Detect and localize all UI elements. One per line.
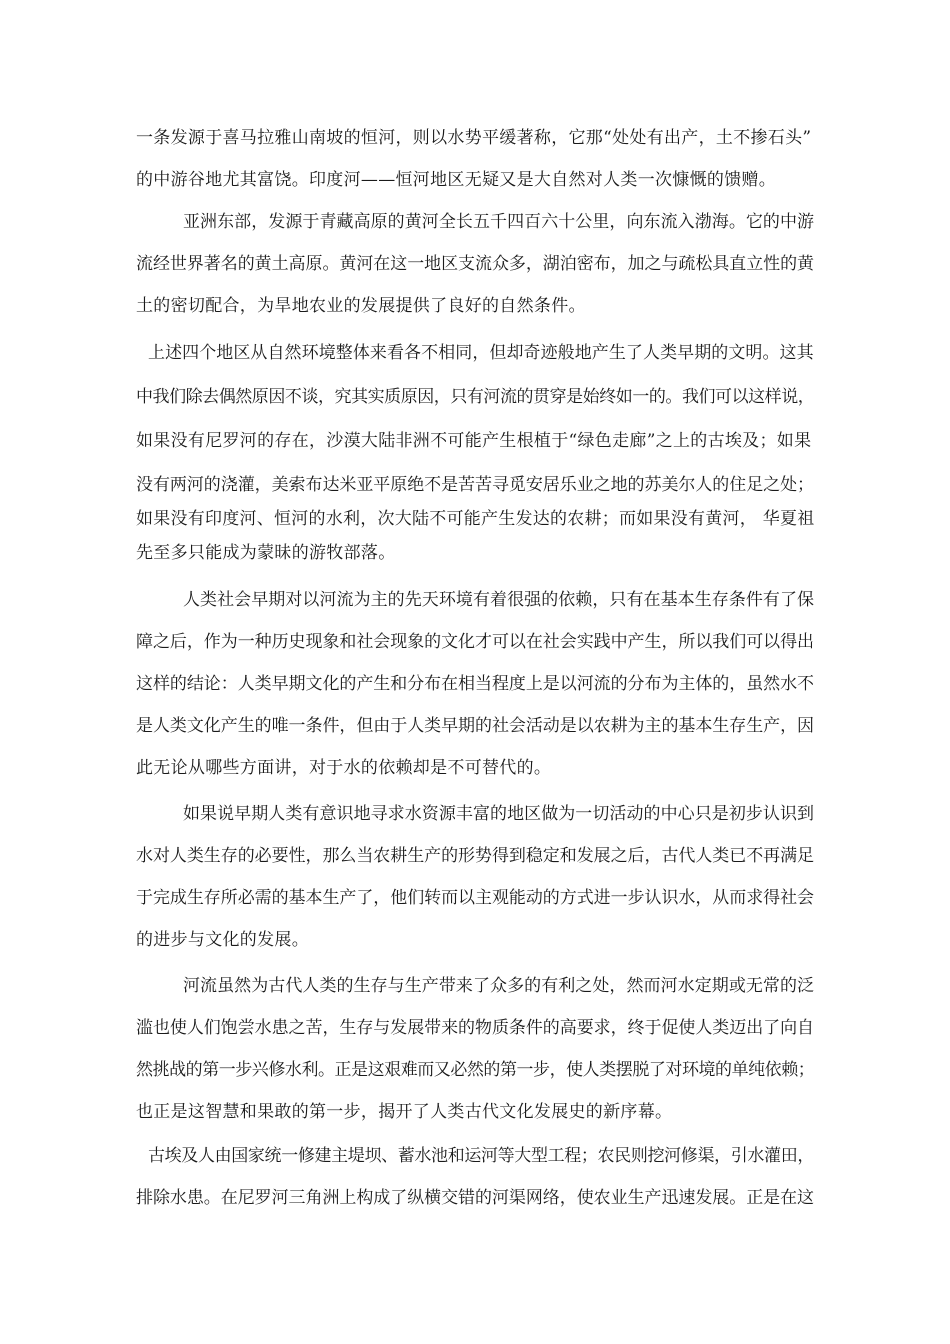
text-line: 一条发源于喜马拉雅山南坡的恒河，则以水势平缓著称，它那“处处有出产，土不掺石头” bbox=[136, 128, 812, 148]
text-line: 流经世界著名的黄土高原。黄河在这一地区支流众多，湖泊密布，加之与疏松具直立性的黄 bbox=[136, 254, 814, 274]
text-line: 排除水患。在尼罗河三角洲上构成了纵横交错的河渠网络，使农业生产迅速发展。正是在这 bbox=[136, 1188, 814, 1208]
text-line: 然挑战的第一步兴修水利。正是这艰难而又必然的第一步，使人类摆脱了对环境的单纯依赖； bbox=[136, 1060, 815, 1080]
text-line: 的进步与文化的发展。 bbox=[136, 930, 309, 950]
text-line: 如果没有印度河、恒河的水利，次大陆不可能产生发达的农耕；而如果没有黄河， 华夏祖 bbox=[136, 509, 815, 529]
text-line: 如果没有尼罗河的存在，沙漠大陆非洲不可能产生根植于“绿色走廊”之上的古埃及；如果 bbox=[136, 431, 812, 451]
text-line: 土的密切配合，为旱地农业的发展提供了良好的自然条件。 bbox=[136, 296, 586, 316]
text-line: 先至多只能成为蒙昧的游牧部落。 bbox=[136, 543, 396, 563]
text-line: 障之后，作为一种历史现象和社会现象的文化才可以在社会实践中产生，所以我们可以得出 bbox=[136, 632, 814, 652]
text-line: 水对人类生存的必要性，那么当农耕生产的形势得到稳定和发展之后，古代人类已不再满足 bbox=[136, 846, 814, 866]
text-line: 古埃及人由国家统一修建主堤坝、蓄水池和运河等大型工程；农民则挖河修渠，引水灌田， bbox=[148, 1146, 814, 1166]
text-line: 于完成生存所必需的基本生产了，他们转而以主观能动的方式进一步认识水，从而求得社会 bbox=[136, 888, 814, 908]
text-line: 如果说早期人类有意识地寻求水资源丰富的地区做为一切活动的中心只是初步认识到 bbox=[183, 804, 815, 824]
text-line: 亚洲东部，发源于青藏高原的黄河全长五千四百六十公里，向东流入渤海。它的中游 bbox=[183, 212, 815, 232]
text-line: 的中游谷地尤其富饶。印度河——恒河地区无疑又是大自然对人类一次慷慨的馈赠。 bbox=[136, 170, 777, 190]
text-line: 此无论从哪些方面讲，对于水的依赖却是不可替代的。 bbox=[136, 758, 552, 778]
text-line: 中我们除去偶然原因不谈，究其实质原因，只有河流的贯穿是始终如一的。我们可以这样说， bbox=[136, 387, 815, 407]
text-line: 人类社会早期对以河流为主的先天环境有着很强的依赖，只有在基本生存条件有了保 bbox=[183, 590, 815, 610]
text-line: 没有两河的浇灌，美索布达米亚平原绝不是苦苦寻觅安居乐业之地的苏美尔人的住足之处； bbox=[136, 475, 814, 495]
text-line: 滥也使人们饱尝水患之苦，生存与发展带来的物质条件的高要求，终于促使人类迈出了向自 bbox=[136, 1018, 814, 1038]
text-line: 也正是这智慧和果敢的第一步，揭开了人类古代文化发展史的新序幕。 bbox=[136, 1102, 673, 1122]
text-line: 上述四个地区从自然环境整体来看各不相同，但却奇迹般地产生了人类早期的文明。这其 bbox=[148, 343, 814, 363]
text-line: 是人类文化产生的唯一条件，但由于人类早期的社会活动是以农耕为主的基本生存生产，因 bbox=[136, 716, 814, 736]
text-line: 这样的结论：人类早期文化的产生和分布在相当程度上是以河流的分布为主体的，虽然水不 bbox=[136, 674, 814, 694]
text-line: 河流虽然为古代人类的生存与生产带来了众多的有利之处，然而河水定期或无常的泛 bbox=[183, 976, 815, 996]
